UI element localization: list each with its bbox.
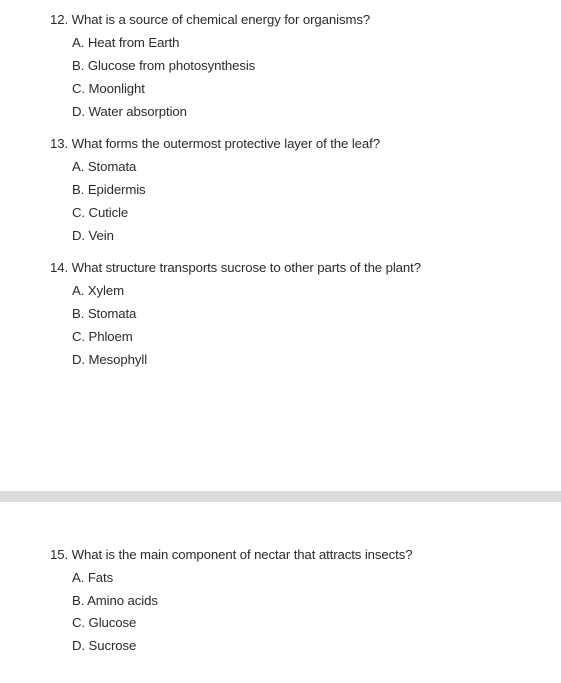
option-b: B. Amino acids bbox=[72, 593, 158, 608]
question-text: 15. What is the main component of nectar that attracts insects? bbox=[50, 547, 413, 562]
question-text: 13. What forms the outermost protective layer of the leaf? bbox=[50, 136, 380, 151]
option-a: A. Xylem bbox=[72, 283, 124, 298]
option-c: C. Moonlight bbox=[72, 81, 145, 96]
question-text: 14. What structure transports sucrose to other parts of the plant? bbox=[50, 260, 421, 275]
option-d: D. Water absorption bbox=[72, 104, 187, 119]
option-a: A. Fats bbox=[72, 570, 114, 585]
option-a: A. Heat from Earth bbox=[72, 35, 180, 50]
option-d: D. Sucrose bbox=[72, 638, 137, 653]
option-c: C. Phloem bbox=[72, 329, 133, 344]
option-b: B. Glucose from photosynthesis bbox=[72, 58, 256, 73]
question-text: 12. What is a source of chemical energy for organisms? bbox=[50, 12, 371, 27]
page-2 bbox=[0, 502, 561, 683]
option-c: C. Glucose bbox=[72, 615, 137, 630]
option-a: A. Stomata bbox=[72, 159, 137, 174]
page-separator bbox=[0, 491, 561, 502]
option-b: B. Stomata bbox=[72, 306, 137, 321]
option-c: C. Cuticle bbox=[72, 205, 129, 220]
option-d: D. Mesophyll bbox=[72, 352, 148, 367]
option-d: D. Vein bbox=[72, 228, 114, 243]
option-b: B. Epidermis bbox=[72, 182, 146, 197]
